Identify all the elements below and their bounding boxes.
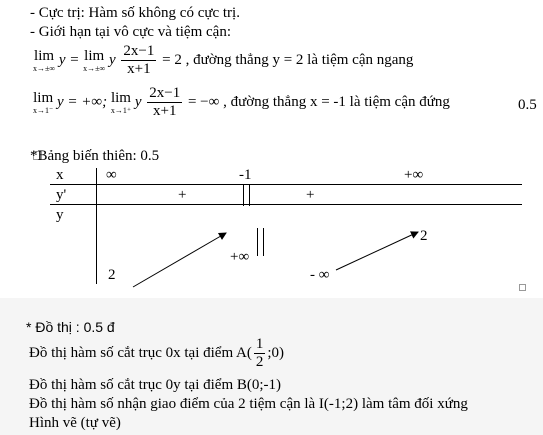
fraction: $\frac{2x-1}{x+1}$ — [149, 85, 181, 119]
limits-heading: - Giới hạn tại vô cực và tiệm cận: — [30, 24, 231, 40]
extrema-line: - Cực trị: Hàm số không có cực trị. — [30, 5, 240, 21]
x-value-right: +∞ — [404, 167, 424, 183]
sign-right: + — [306, 187, 315, 203]
fraction: $\frac{2x-1}{x+1}$ — [123, 43, 155, 77]
y-minus-infinity: - ∞ — [310, 267, 330, 283]
limit-expression: y = +∞; — [56, 93, 108, 110]
limit-description: , đường thẳng x = -1 là tiệm cận đứng — [223, 93, 450, 110]
increasing-arrow-left — [133, 233, 226, 287]
row-label-y: y — [56, 207, 64, 223]
table-title: *Bảng biến thiên: 0.5 — [30, 148, 160, 164]
y-start-value: 2 — [108, 267, 116, 283]
resize-handle-icon[interactable] — [519, 284, 526, 291]
limit-description: , đường thẳng y = 2 là tiệm cận ngang — [185, 51, 414, 68]
graph-title: * Đồ thị : 0.5 đ — [26, 319, 115, 335]
fraction-half: $\frac{1}{2}$ — [255, 336, 264, 370]
x-value-left: ∞ — [106, 167, 117, 183]
graph-point-b: Đồ thị hàm số cắt trục 0y tại điểm B(0;-1) — [29, 377, 282, 393]
graph-drawing-note: Hình vẽ (tự vẽ) — [29, 415, 121, 431]
graph-symmetry-center: Đồ thị hàm số nhận giao điểm của 2 tiệm cận là I(-1;2) làm tâm đối xứng — [29, 396, 468, 412]
increasing-arrow-right — [336, 232, 418, 270]
lim-operator: lim x→1⁺ — [110, 89, 132, 115]
limit-function-letter: y — [134, 93, 142, 110]
limit-result: = 2 — [162, 51, 182, 68]
graph-line1-suffix: ;0) — [267, 344, 285, 361]
y-plus-infinity: +∞ — [230, 249, 250, 265]
lim-operator: lim x→±∞ — [33, 47, 56, 73]
limit-result: = −∞ — [187, 93, 220, 110]
row-label-derivative: y' — [56, 187, 67, 203]
row-label-x: x — [56, 167, 64, 183]
limit-function-letter: y — [108, 51, 116, 68]
lim-operator: lim x→1⁻ — [33, 89, 54, 115]
lim-operator: lim x→±∞ — [83, 47, 106, 73]
x-value-mid: -1 — [239, 167, 252, 183]
graph-point-a — [29, 337, 284, 370]
graph-line1-text: Đồ thị hàm số cắt trục 0x tại điểm A( — [29, 344, 252, 361]
sign-left: + — [178, 187, 187, 203]
limit-expression: y = — [58, 51, 80, 68]
score-label: 0.5 — [518, 97, 537, 113]
y-end-value: 2 — [420, 228, 428, 244]
